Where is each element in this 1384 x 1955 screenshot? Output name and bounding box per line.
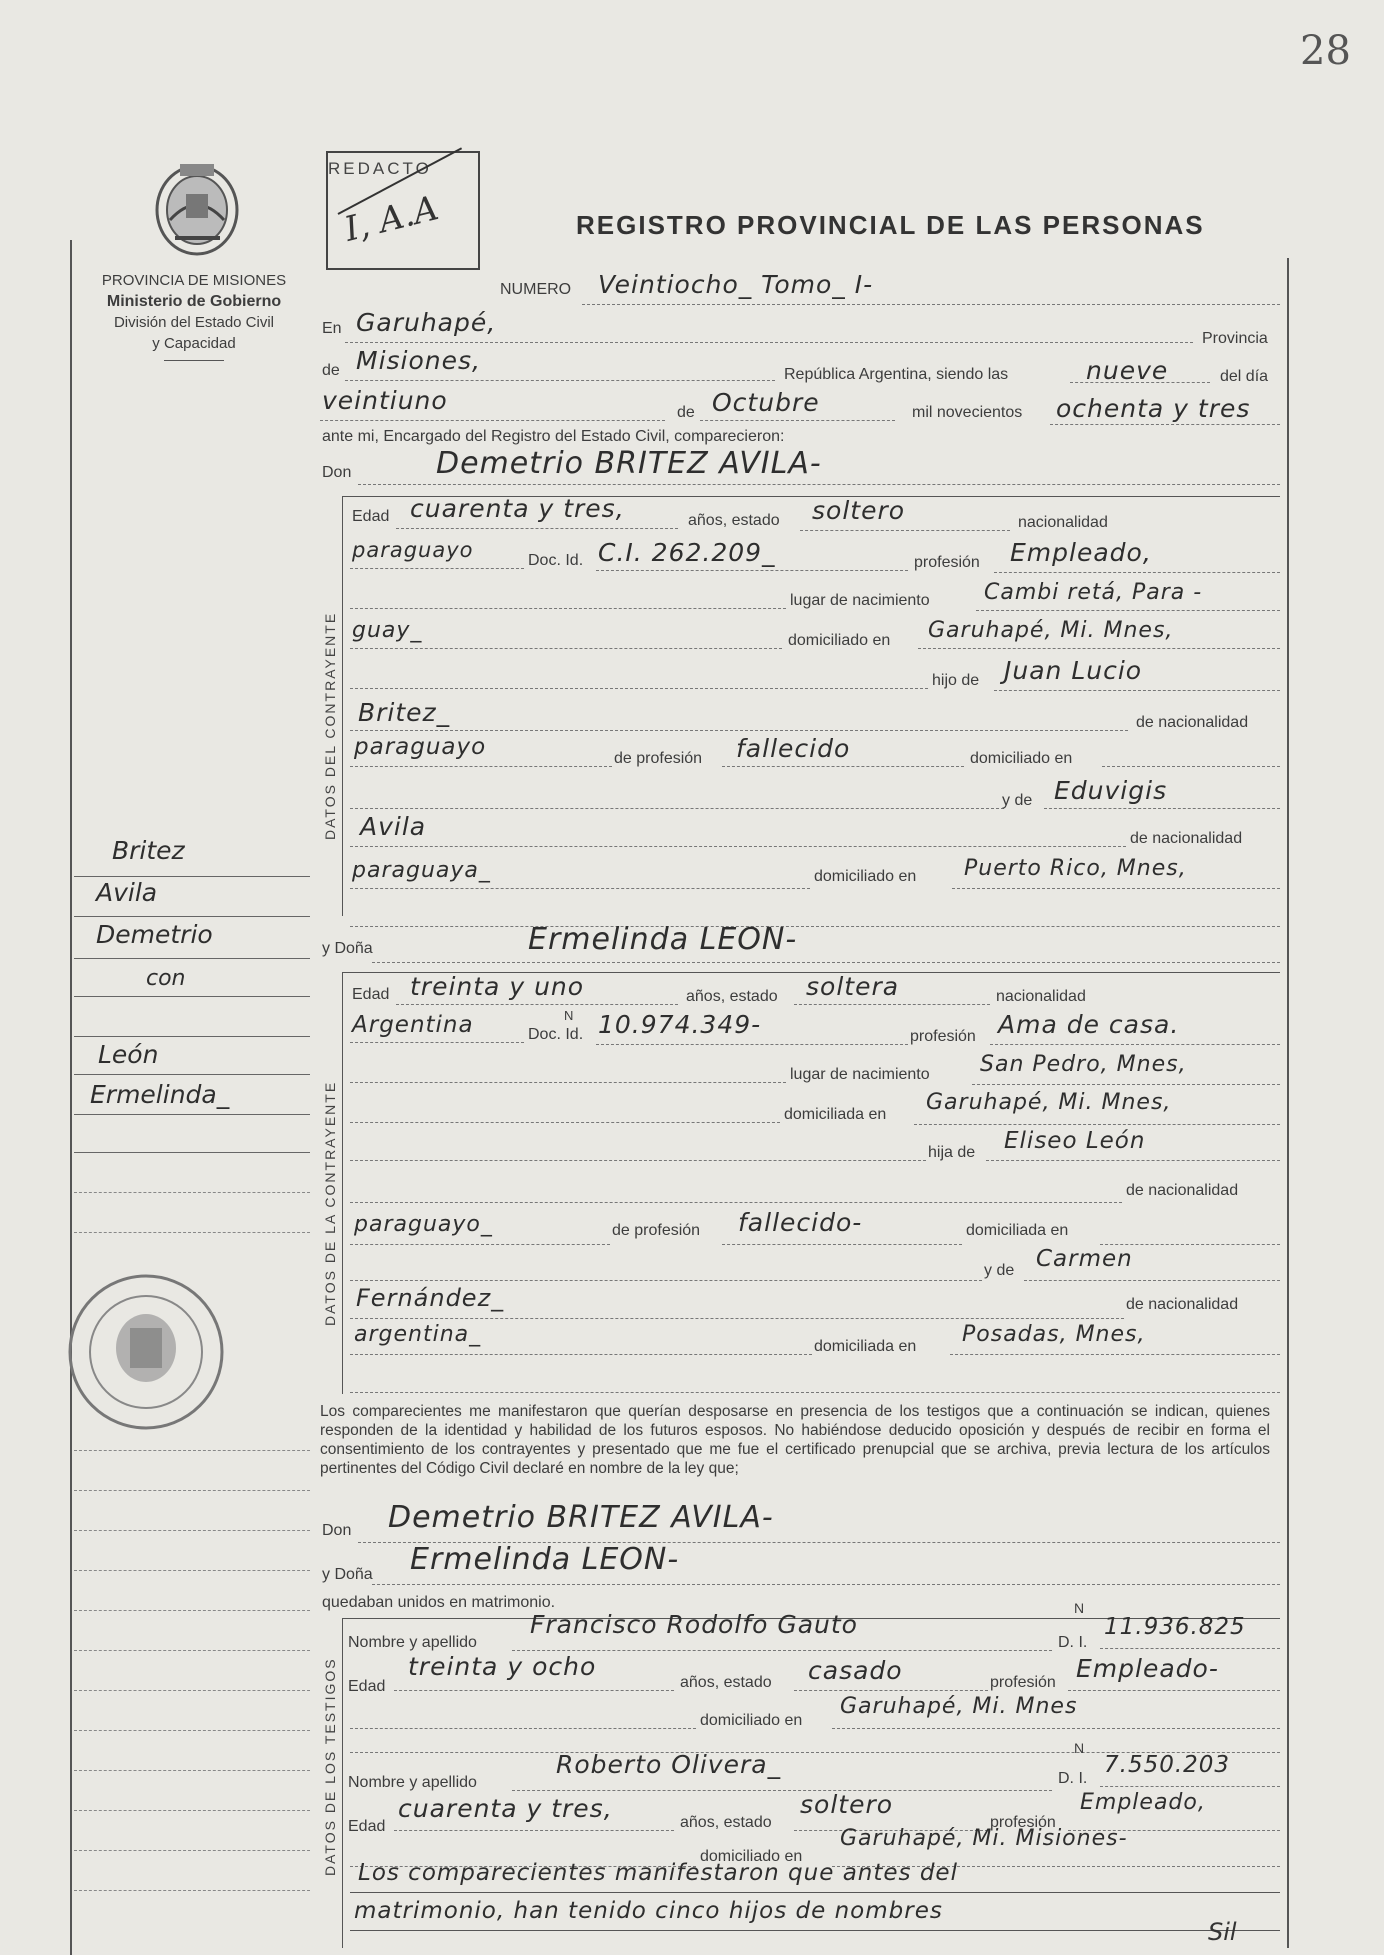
margin-rule bbox=[74, 1890, 310, 1891]
t1-prof-label: profesión bbox=[990, 1674, 1056, 1691]
t1-di-line bbox=[1100, 1648, 1280, 1649]
dona-line bbox=[372, 962, 1280, 963]
t2-estado: soltero bbox=[800, 1790, 894, 1819]
margin-rule bbox=[74, 1570, 310, 1571]
note-line-2: matrimonio, han tenido cinco hijos de nombres bbox=[354, 1898, 943, 1924]
c1-lugar-line bbox=[976, 610, 1280, 611]
c1-dom2-label: domiciliado en bbox=[970, 750, 1073, 767]
c2-estado: soltera bbox=[806, 972, 900, 1001]
margin-note-3: Demetrio bbox=[96, 920, 213, 949]
t2-domicilio: Garuhapé, Mi. Misiones- bbox=[840, 1826, 1128, 1851]
c2-dom-label: domiciliada en bbox=[784, 1106, 887, 1123]
c2-nac-line bbox=[350, 1042, 524, 1043]
c2-doc-label: Doc. Id. bbox=[528, 1026, 584, 1043]
c2-dom3-label: domiciliada en bbox=[814, 1338, 917, 1355]
c1-doc-label: Doc. Id. bbox=[528, 552, 584, 569]
margin-rule bbox=[74, 1232, 310, 1233]
c2-padre-prof: fallecido- bbox=[738, 1208, 863, 1237]
c2-lugar-label: lugar de nacimiento bbox=[790, 1066, 930, 1083]
section1-left-bar bbox=[342, 496, 343, 916]
c2-estado-line bbox=[794, 1004, 990, 1005]
c2-edad-line bbox=[396, 1004, 678, 1005]
t2-edad-line bbox=[394, 1830, 674, 1831]
left-frame-line bbox=[70, 240, 72, 1955]
c1-padre-line bbox=[994, 690, 1280, 691]
c1-profesion: Empleado, bbox=[1010, 538, 1152, 567]
capacity-line: y Capacidad bbox=[152, 335, 236, 352]
contrayente2-name: Ermelinda LEON- bbox=[528, 922, 798, 957]
margin-rule bbox=[74, 1530, 310, 1531]
t2-edad-label: Edad bbox=[348, 1818, 386, 1835]
t2-di-label: D. I. bbox=[1058, 1770, 1088, 1787]
de-mes-label: de bbox=[677, 404, 695, 421]
margin-note-6: Ermelinda_ bbox=[90, 1080, 230, 1109]
c2-madre-line bbox=[1024, 1280, 1280, 1281]
c2-madre-nac: argentina_ bbox=[354, 1322, 482, 1347]
c1-madre-nac-label: de nacionalidad bbox=[1130, 830, 1243, 847]
margin-rule bbox=[74, 1490, 310, 1491]
c1-estado: soltero bbox=[812, 496, 906, 525]
margin-note-5: León bbox=[98, 1040, 159, 1069]
t1-dom-line bbox=[832, 1728, 1280, 1729]
c2-hija-label: hija de bbox=[928, 1144, 976, 1161]
t2-nombre: Roberto Olivera_ bbox=[556, 1750, 782, 1779]
c2-lugar-line bbox=[972, 1084, 1280, 1085]
c2-padre-prof-line bbox=[722, 1244, 962, 1245]
numero-line bbox=[582, 304, 1280, 305]
province-line: PROVINCIA DE MISIONES bbox=[101, 272, 287, 289]
section3-left-bar bbox=[342, 1618, 343, 1948]
c2-blank-line bbox=[350, 1082, 786, 1083]
de-label: de bbox=[322, 362, 340, 379]
c2-padre-nac: paraguayo_ bbox=[354, 1212, 493, 1237]
margin-rule bbox=[74, 876, 310, 877]
c1-lugar2-line bbox=[350, 648, 782, 649]
c2-de-prof-label: de profesión bbox=[612, 1222, 701, 1239]
margin-rule bbox=[74, 1610, 310, 1611]
c1-madre-nac: paraguaya_ bbox=[352, 858, 491, 883]
divider bbox=[164, 360, 224, 361]
hora-line bbox=[1070, 382, 1210, 383]
t1-estado: casado bbox=[808, 1656, 903, 1685]
c1-dom3-label: domiciliado en bbox=[814, 868, 917, 885]
margin-rule bbox=[74, 1152, 310, 1153]
margin-rule bbox=[74, 996, 310, 997]
redacto-box bbox=[326, 151, 480, 270]
margin-rule bbox=[74, 1450, 310, 1451]
section2-left-bar bbox=[342, 972, 343, 1394]
c2-profesion: Ama de casa. bbox=[998, 1010, 1180, 1039]
page-number: 28 bbox=[1300, 28, 1351, 74]
c1-prof-label: profesión bbox=[914, 554, 980, 571]
en-value: Garuhapé, bbox=[356, 308, 497, 337]
decl-dona: Ermelinda LEON- bbox=[410, 1542, 680, 1577]
c2-de-nac-label: de nacionalidad bbox=[1126, 1182, 1239, 1199]
c1-edad: cuarenta y tres, bbox=[410, 494, 625, 523]
t1-blank-line bbox=[350, 1728, 696, 1729]
c1-madre-line bbox=[1044, 808, 1280, 809]
side-label-contrayente-2: DATOS DE LA CONTRAYENTE bbox=[322, 1080, 338, 1326]
c2-madre2: Fernández_ bbox=[356, 1284, 505, 1312]
de-line bbox=[345, 380, 775, 381]
c1-edad-label: Edad bbox=[352, 508, 390, 525]
province-crest-logo bbox=[150, 150, 245, 260]
right-frame-line bbox=[1287, 258, 1289, 1948]
redacto-value: I, A.A bbox=[340, 188, 443, 250]
c1-prof-line bbox=[994, 572, 1280, 573]
dia-value: veintiuno bbox=[322, 386, 448, 415]
c1-padre2: Britez_ bbox=[358, 698, 451, 727]
contrayente1-name: Demetrio BRITEZ AVILA- bbox=[436, 446, 822, 481]
c2-y-de-label: y de bbox=[984, 1262, 1015, 1279]
provincia-label: Provincia bbox=[1202, 330, 1268, 347]
c1-estado-line bbox=[800, 530, 1010, 531]
decl-dona-line bbox=[372, 1584, 1280, 1585]
c1-nac-line bbox=[350, 568, 524, 569]
t1-nombre-line bbox=[512, 1650, 1052, 1651]
margin-rule bbox=[74, 958, 310, 959]
anio-value: ochenta y tres bbox=[1056, 394, 1251, 423]
decl-dona-label: y Doña bbox=[322, 1566, 373, 1583]
note-rule-1 bbox=[350, 1892, 1280, 1893]
t1-edad: treinta y ocho bbox=[408, 1652, 597, 1681]
t2-edad: cuarenta y tres, bbox=[398, 1794, 613, 1823]
c2-blank2-line bbox=[350, 1122, 780, 1123]
margin-rule bbox=[74, 1690, 310, 1691]
note-line-1: Los comparecientes manifestaron que antes del bbox=[358, 1860, 958, 1886]
numero-value: Veintiocho_ Tomo_ I- bbox=[598, 270, 874, 299]
t2-di: 7.550.203 bbox=[1104, 1752, 1231, 1778]
division-line: División del Estado Civil bbox=[113, 314, 275, 331]
margin-rule bbox=[74, 1036, 310, 1037]
c1-blank2-line bbox=[350, 688, 928, 689]
c2-dom-line bbox=[914, 1124, 1280, 1125]
t2-anios-label: años, estado bbox=[680, 1814, 772, 1831]
c1-padre: Juan Lucio bbox=[1004, 656, 1143, 685]
margin-rule bbox=[74, 916, 310, 917]
c2-nacionalidad: Argentina bbox=[352, 1012, 474, 1038]
margin-rule bbox=[74, 1192, 310, 1193]
c1-y-de-label: y de bbox=[1002, 792, 1033, 809]
redacto-label: REDACTO bbox=[328, 159, 432, 178]
margin-note-4: con bbox=[146, 966, 186, 991]
t2-nombre-line bbox=[512, 1790, 1052, 1791]
c2-edad-label: Edad bbox=[352, 986, 390, 1003]
t1-domicilio: Garuhapé, Mi. Mnes bbox=[840, 1694, 1078, 1719]
c1-padre-prof: fallecido bbox=[736, 734, 851, 763]
t1-dom-label: domiciliado en bbox=[700, 1712, 803, 1729]
c1-domicilio: Garuhapé, Mi. Mnes, bbox=[928, 618, 1174, 643]
side-label-testigos: DATOS DE LOS TESTIGOS bbox=[322, 1657, 338, 1876]
republica-label: República Argentina, siendo las bbox=[784, 366, 1009, 383]
c2-blank3-line bbox=[350, 1160, 926, 1161]
c1-blank-line bbox=[350, 608, 786, 609]
c2-madre-nac-line bbox=[350, 1354, 812, 1355]
margin-rule bbox=[74, 1114, 310, 1115]
margin-rule bbox=[74, 1770, 310, 1771]
t1-anios-label: años, estado bbox=[680, 1674, 772, 1691]
c2-blank4-line bbox=[350, 1202, 1122, 1203]
c1-dom-label: domiciliado en bbox=[788, 632, 891, 649]
c2-anios-label: años, estado bbox=[686, 988, 778, 1005]
t2-di-line bbox=[1100, 1786, 1280, 1787]
t1-edad-line bbox=[394, 1690, 674, 1691]
c2-dom2-line bbox=[1100, 1244, 1280, 1245]
continuation-mark: Sil bbox=[1208, 1918, 1237, 1946]
c1-madre2: Avila bbox=[360, 812, 427, 841]
c2-madre: Carmen bbox=[1036, 1246, 1133, 1272]
c1-dom2-line bbox=[1102, 766, 1280, 767]
c2-prof-label: profesión bbox=[910, 1028, 976, 1045]
c1-lugar: Cambi retá, Para - bbox=[984, 580, 1203, 605]
declaration-text: Los comparecientes me manifestaron que querían desposarse en presencia de los testigos que a continuación se indican, quienes responden de la identidad y habilidad de los futuros esposos. No habiéndose deducido oposición y después de recibir en forma el consentimiento de los contrayentes y presentado que me fue el certificado prenupcial que se archiva, previa lectura de los artículos pertinentes del Código Civil declaré en nombre de la ley que; bbox=[320, 1403, 1270, 1477]
c1-madre-nac-line bbox=[350, 888, 810, 889]
margin-rule bbox=[74, 1850, 310, 1851]
margin-rule bbox=[74, 1074, 310, 1075]
de-value: Misiones, bbox=[356, 346, 481, 375]
t1-di-sup: N bbox=[1074, 1600, 1085, 1616]
c1-lugar-label: lugar de nacimiento bbox=[790, 592, 930, 609]
c2-edad: treinta y uno bbox=[410, 972, 585, 1001]
en-line bbox=[345, 342, 1193, 343]
official-seal-stamp bbox=[64, 1268, 228, 1436]
margin-rule bbox=[74, 1650, 310, 1651]
c2-madre-dom-line bbox=[950, 1354, 1280, 1355]
c1-hijo-label: hijo de bbox=[932, 672, 980, 689]
c2-padre: Eliseo León bbox=[1004, 1128, 1146, 1154]
t2-nombre-label: Nombre y apellido bbox=[348, 1774, 477, 1791]
ministry-header bbox=[74, 270, 314, 361]
mes-line bbox=[700, 420, 895, 421]
page-title: REGISTRO PROVINCIAL DE LAS PERSONAS bbox=[576, 210, 1205, 240]
note-rule-2 bbox=[350, 1930, 1280, 1931]
don-label: Don bbox=[322, 464, 352, 481]
t2-di-sup: N bbox=[1074, 1740, 1085, 1756]
c2-blank5-line bbox=[350, 1280, 982, 1281]
margin-rule bbox=[74, 1810, 310, 1811]
c1-blank3-line bbox=[350, 808, 1004, 809]
decl-don-label: Don bbox=[322, 1522, 352, 1539]
t2-dom-label: domiciliado en bbox=[700, 1848, 803, 1865]
margin-rule bbox=[74, 1730, 310, 1731]
c2-end-line bbox=[350, 1392, 1280, 1393]
c1-padre-nac-line bbox=[350, 766, 612, 767]
c2-doc-line bbox=[596, 1044, 908, 1045]
t1-nombre-label: Nombre y apellido bbox=[348, 1634, 477, 1651]
side-label-contrayente: DATOS DEL CONTRAYENTE bbox=[322, 611, 338, 840]
c1-nacionalidad: paraguayo bbox=[352, 538, 474, 562]
t2-profesion: Empleado, bbox=[1080, 1790, 1206, 1815]
c2-doc: 10.974.349- bbox=[598, 1010, 762, 1039]
c2-doc-sup: N bbox=[564, 1008, 574, 1023]
c1-padre2-line bbox=[350, 730, 1128, 731]
t1-profesion: Empleado- bbox=[1076, 1654, 1219, 1683]
anio-line bbox=[1050, 424, 1280, 425]
c2-madre2-line bbox=[350, 1318, 1124, 1319]
c1-doc: C.I. 262.209_ bbox=[598, 538, 776, 567]
decl-don: Demetrio BRITEZ AVILA- bbox=[388, 1500, 774, 1535]
c1-madre-dom: Puerto Rico, Mnes, bbox=[964, 856, 1187, 881]
c1-anios-label: años, estado bbox=[688, 512, 780, 529]
hora-value: nueve bbox=[1086, 356, 1169, 385]
c2-madre-dom: Posadas, Mnes, bbox=[962, 1322, 1146, 1347]
margin-note-1: Britez bbox=[112, 836, 185, 865]
c1-end-line bbox=[350, 926, 1280, 927]
c1-lugar2: guay_ bbox=[352, 618, 423, 643]
en-label: En bbox=[322, 320, 342, 337]
t1-prof-line bbox=[1068, 1690, 1280, 1691]
t1-di: 11.936.825 bbox=[1104, 1614, 1246, 1640]
c1-de-prof-label: de profesión bbox=[614, 750, 703, 767]
c1-madre-dom-line bbox=[952, 888, 1280, 889]
mes-value: Octubre bbox=[712, 388, 820, 417]
t1-edad-label: Edad bbox=[348, 1678, 386, 1695]
c2-prof-line bbox=[990, 1044, 1280, 1045]
dona-label: y Doña bbox=[322, 940, 373, 957]
c1-padre-nac: paraguayo bbox=[354, 734, 487, 760]
ante-label: ante mi, Encargado del Registro del Estado Civil, comparecieron: bbox=[322, 428, 785, 445]
c2-lugar: San Pedro, Mnes, bbox=[980, 1052, 1187, 1077]
c2-madre-nac-label: de nacionalidad bbox=[1126, 1296, 1239, 1313]
c1-padre-prof-line bbox=[722, 766, 964, 767]
numero-label: NUMERO bbox=[500, 281, 572, 298]
c1-edad-line bbox=[396, 528, 678, 529]
t1-di-label: D. I. bbox=[1058, 1634, 1088, 1651]
c1-de-nac-label: de nacionalidad bbox=[1136, 714, 1249, 731]
c2-padre-line bbox=[986, 1160, 1280, 1161]
c2-padre-nac-line bbox=[350, 1244, 610, 1245]
c1-madre: Eduvigis bbox=[1054, 776, 1168, 805]
c1-doc-line bbox=[596, 570, 908, 571]
c1-nac-label: nacionalidad bbox=[1018, 514, 1108, 531]
c2-domicilio: Garuhapé, Mi. Mnes, bbox=[926, 1090, 1172, 1115]
dia-line bbox=[320, 420, 665, 421]
t2-prof-label: profesión bbox=[990, 1814, 1056, 1831]
mil-label: mil novecientos bbox=[912, 404, 1023, 421]
c1-madre2-line bbox=[350, 846, 1126, 847]
c2-nac-label: nacionalidad bbox=[996, 988, 1086, 1005]
t1-estado-line bbox=[794, 1690, 988, 1691]
c1-dom-line bbox=[918, 648, 1280, 649]
don-line bbox=[358, 484, 1280, 485]
t1-nombre: Francisco Rodolfo Gauto bbox=[530, 1610, 858, 1639]
unidos-text: quedaban unidos en matrimonio. bbox=[322, 1594, 556, 1611]
ministry-line: Ministerio de Gobierno bbox=[106, 293, 282, 310]
del-dia-label: del día bbox=[1220, 368, 1269, 385]
c2-dom2-label: domiciliada en bbox=[966, 1222, 1069, 1239]
margin-note-2: Avila bbox=[96, 878, 158, 907]
